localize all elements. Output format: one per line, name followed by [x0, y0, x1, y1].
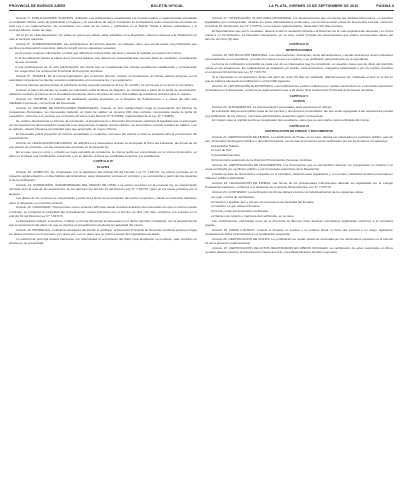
paragraph: Artículo 25. FIRMA A RUEGO. Cuando el firmante no supiere o no pudiere firmar, lo hará otra persona a su ruego, dejándose constancia de dicha circunstancia en la certificación respectiva.	[205, 227, 393, 237]
list-item: a) Lugar y fecha de certificación.	[211, 194, 256, 199]
paragraph: Artículo 18. NOTIFICACIÓN PERSONAL. Las observaciones, decisiones, actos administrativos y demás decisiones serán notificados personalmente en el expediente, en todos los casos en que se requiera, o se notificarán personalmente en el expediente.	[205, 53, 393, 62]
paragraph: Artículo 22. CERTIFICACIÓN DE DOCUMENTOS. Los documentos que se acompañen deberán ser presentados en original o en copia certificada por escribano público o por funcionario autorizado de la Repartición.	[205, 162, 393, 172]
paragraph: Artículo 17. NOTIFICACIÓN. PLAZO PARA DICTAMINAR. Los Departamentos que componen las distintas Direcciones, en aquellos legalidades que correspondan, dictarán los actos administrativos pertinentes, con la intervención previa de la Asesoría Letrada, conforme al artículo 57 del Decreto Ley N° 7.647/70, en los plazos reglamentarios, hasta diez (10) días corridos.	[205, 15, 393, 28]
section-heading: CAPÍTULO III	[93, 159, 113, 164]
paragraph: El interesado podrá presentar un informe actualizado en cualquier momento del trámite el cual se aceptará para la prosecución del procedimiento.	[9, 131, 197, 140]
paragraph: En ningún caso el original podrá ser desglosado del expediente, salvo que se acompañe copia certificada del mismo.	[212, 118, 371, 123]
page-header	[9, 4, 394, 11]
list-item: c) Las publicaciones de un acto administrativo del mismo tipo se considerarán las mismas condiciones establecidas y considerando los respectivos por la Dirección Provincial de Personas Jurídicas.	[15, 64, 197, 73]
paragraph: Cuando el plazo del trámite no pueda ser efectuado sobre la Mesa de Registro, se comenzará a partir de la fecha de presentación, debiendo remitirse al número de la autoridad competente dentro del plazo de cinco días hábiles de recibida la solicitud para su registro.	[9, 87, 197, 96]
paragraph: La Repartición deberá, a tal efecto, notificar en forma fehaciente al interesado en el último domicilio constituido, con la advertencia de que el vencimiento del plazo sin que se impulse el procedimiento producirá la caducidad del mismo.	[9, 218, 197, 227]
paragraph: La forma de notificación a domicilio de cada uno de los interesados que ha constituido, en aquellos casos que de oficio del domicilio estará en las actuaciones, las notificaciones se realizarán por cédula, carta documento, telegrama colacionado o por los medios previstos en el artículo 63 del Decreto Ley N° 7.647/70.	[205, 62, 393, 75]
paragraph: Artículo 21. CERTIFICACIÓN DE FIRMAS. La certificación de firmas, en su caso, deberá ser efectuada por escribano público, juez de paz, funcionario del Registro Público o autoridad bancaria. Los demás documentos serán certificados por los funcionarios competentes:	[205, 134, 393, 143]
paragraph: Así la ley de cada Repartición, los sellos de goma que deben sellar utilizados en la República, salvo los tiempos a la distribución en todo el territorio nacional.	[9, 32, 197, 41]
list-item: c) Carácter en que actúa el firmante.	[211, 204, 261, 209]
header-date: LA PLATA, VIERNES 23 DE SEPTIEMBRE DE 2016	[268, 4, 359, 8]
section-heading: PLAZOS	[96, 164, 110, 169]
paragraph: Artículo 12. LEGALIZACIÓN DE FIRMAS. Se admitirá a los interesados cuando se acompañe la firma del solicitante, las firmas de los que actúen en el trámite, con las excepciones previstas en la presente ley.	[9, 140, 197, 149]
paragraph: Las certificaciones efectuadas fuera de la Provincia de Buenos Aires deberán encontrarse legalizadas conforme a la normativa vigente.	[205, 218, 393, 228]
paragraph: Artículo 26. CERTIFICACIÓN DE COPIAS. La certificación de copias podrá ser efectuada por los funcionarios previstos en el artículo 21 de la presente reglamentación.	[205, 236, 393, 246]
paragraph: En el caso que por error u omisión se haya expedido la constancia, la misma podrá ser enmendada por el mismo funcionario, en tanto no implique una modificación sustancial, o en su defecto, deberá ser rectificada conforme a lo establecido.	[9, 149, 197, 158]
paragraph: Artículo 9°. TRÁMITE. De la misma legitimación que el artículo anterior, cuando se fundamente un trámite deberá designar con la autoridad competente los demás recaudos establecidos en la presente ley y su reglamento.	[9, 73, 197, 82]
paragraph: Los plazos de los recursos se suspenderán a partir de la fecha de presentación del escrito respectivo y hasta su resolución definitiva, salvo lo dispuesto en el artículo anterior.	[9, 196, 197, 205]
paragraph: Artículo 19. NOTIFICACIÓN ELECTRÓNICA. Las notificaciones podrán realizarse por medios electrónicos en el domicilio electrónico constituido por el interesado, conforme la reglamentación que a tal efecto dicte la Dirección Provincial de Personas Jurídicas.	[205, 84, 393, 93]
list-item: d) Firma y sello del funcionario certificante.	[211, 209, 269, 214]
list-item: b) Si la publicación afecta al objeto de la persona pública, ésta deberá ser suspendida ante persona física en condición, considerando de ese cometido.	[15, 55, 197, 64]
list-item: e) Número de registro o matrícula del certificante, en su caso.	[211, 214, 295, 219]
list-item: b) Juez de Paz.	[211, 148, 233, 153]
body-columns	[9, 16, 394, 255]
section-heading: CAPÍTULO V	[289, 93, 309, 98]
paragraph: La solicitud de prórroga deberá efectuarse con anterioridad al vencimiento del plazo cuya ampliación se pretende, caso contrario se tendrá por no presentada.	[9, 236, 197, 245]
paragraph: Artículo 23. LEGALIZACIÓN DE FIRMAS. Las firmas de los profesionales intervinientes deberán ser legalizadas por el Colegio Profesional respectivo, conforme a lo dispuesto en el artículo 65 del Decreto Ley N° 7.647/70.	[205, 180, 393, 190]
paragraph: Artículo 7°. PUBLICACIONES: SORTEOS, JUEGOS. Las publicaciones establecidas por normas legales o reglamentarias vinculadas en el Boletín Oficial, serán de publicación en lugares y en periódicos de mayor circulación en la República, salvo excepciones previstas en esta Ley o su reglamentación. Se consultarán con copia de los textos y publicados en el Boletín Oficial a efectos publicitarios y el correspondiente recibo de pago.	[9, 15, 197, 32]
section-heading: CERTIFICACIÓN DE FIRMAS Y DOCUMENTOS	[264, 129, 334, 134]
paragraph: Artículo 14. SUSPENSIÓN. INADMISIBILIDAD DEL PEDIDO DE VISTA. Los plazos previstos en la presente ley se suspenderán mientras dure la vista de las actuaciones, en los términos del artículo 31 del Decreto Ley N° 7.647/70, salvo en los casos previstos por el Registro.	[9, 183, 197, 196]
paragraph: Artículo 11. INFORME DE ANOTACIONES PERSONALES. Cuando un acto reglamentario exige la presentación del Informe de Anotaciones Personales, los interesados deberán un plazo de validez de noventa (90) días corridos, computados desde la fecha de expedición, conforme a lo previsto por el artículo 20 inciso 4 del Decreto N° 5.479/65, reglamentario de la Ley N° 7.038/64.	[9, 105, 197, 118]
header-page-number: PÁGINA 3	[376, 4, 394, 8]
paragraph: El Departamento que así lo considere, deberá remitir la resolución dictada a la Dirección de la cual originalmente dependa y en forma previa a su conocimiento. La Dirección interviniente, en su caso, podrá formular las observaciones que estime corresponder dentro del término de cinco (5) días.	[205, 28, 393, 41]
paragraph: Artículo 13. CÓMPUTO. Se computarán con la aplicación del artículo 68 del Decreto Ley N° 7.647/70, los plazos previstos en la presente reglamentación, en días hábiles administrativos, salvo disposición expresa en contrario y se computarán a partir del día siguiente al de la notificación.	[9, 170, 197, 183]
list-item: b) Nombre y apellido, tipo y número de documento de identidad del firmante.	[211, 199, 315, 204]
right-column	[205, 16, 393, 255]
section-heading: CAPÍTULO IV	[289, 42, 309, 47]
left-column	[9, 16, 197, 255]
section-heading: COPIAS	[293, 99, 305, 104]
list-item: d) Funcionario autorizado de la Dirección Provincial de Personas Jurídicas.	[211, 158, 313, 163]
paragraph: Para los trámites pertenecientes al solicitante la tasa especial prevista en la Ley N° 10.295 y la norma que en el futuro lo reemplace.	[16, 82, 195, 87]
section-heading: CAPÍTULO VI	[289, 123, 309, 128]
paragraph: Artículo 20. SUPLEMENTOS. La documentación presentada, debe pertenecer el trámite.	[212, 104, 333, 109]
list-item: c) Autoridad bancaria.	[211, 153, 241, 158]
paragraph: Artículo 27. CERTIFICACIÓN DE ACTOS REGISTRADOS EN LIBROS SOCIALES. La certificación de actos registrados en libros sociales deberá contener la transcripción íntegra del acto y la individualización del libro respectivo.	[205, 245, 393, 255]
paragraph: Artículo 16. PRÓRROGA. Cuando la naturaleza del trámite lo justifique, la Dirección Provincial de Personas Jurídicas podrá prorrogar los plazos previstos en la presente, por única vez, por un plazo que no podrá exceder del originariamente fijado.	[9, 227, 197, 236]
list-item: a) No puede contener información o incluir que dificulte la comprensión del texto o afectar la realidad a precisión del mismo.	[15, 50, 183, 55]
header-publication: BOLETÍN OFICIAL	[150, 4, 184, 8]
paragraph: Artículo 24. CONTENIDO. La certificación de firmas deberá contener la individualización de los siguientes datos:	[212, 189, 364, 194]
list-item: a) Escribano Público.	[211, 143, 240, 148]
paragraph: El solicitante deberá acompañar copia de los escritos y documentos presentados, las que serán agregadas a las actuaciones previas a la notificación de los mismos, o del acto administrativo respectivo según corresponda.	[205, 109, 393, 118]
paragraph: Se reciben directamente el Informe de inscripción, el Departamento o Dirección interviniente verificará la legalidad que el interesado de incorporación la documentación requerida a las actuaciones mediante documentación, de encontrarse vencido el plazo de validez, o en su defecto, deberá intimarse al particular para que acompañe un nuevo informe.	[9, 118, 197, 131]
paragraph: Artículo 10. TRÁMITE: La solicitud de publicación deberá efectuarse en el Registro de Publicaciones o a través del sitio web habilitado a tal efecto, con la firma del interesado.	[9, 96, 197, 105]
header-right	[269, 4, 394, 8]
header-province: PROVINCIA DE BUENOS AIRES	[9, 4, 66, 8]
paragraph: Artículo 8°. SUPERPOSICIONES. Las publicaciones del artículo anterior, en cualquier caso, que pueda existir una publicación que escriba a la disposición respectiva, deberá cumplir con los siguientes recaudos:	[9, 41, 197, 50]
paragraph: Cuando se trate de documentos otorgados en el extranjero, deberán estar legalizados y, en su caso, traducidos al idioma nacional por traductor público matriculado.	[205, 171, 394, 181]
paragraph: Artículo 15. CADUCIDAD. Transcurridos ciento ochenta (180) días desde la última actuación del interesado sin que el mismo impulse el trámite, se producirá la caducidad del procedimiento, previa intimación por el término de diez (10) días, conforme a lo previsto en el artículo 61 del Decreto Ley N° 7.647/70.	[9, 205, 197, 218]
paragraph: Si el interesado no compareciere dentro del plazo de cinco (5) días de notificado, deberá tenerse por notificado el acto en el día en que se hubiera efectuado la notificación o el día hábil siguiente.	[205, 75, 393, 84]
section-heading: NOTIFICACIONES	[285, 47, 313, 52]
